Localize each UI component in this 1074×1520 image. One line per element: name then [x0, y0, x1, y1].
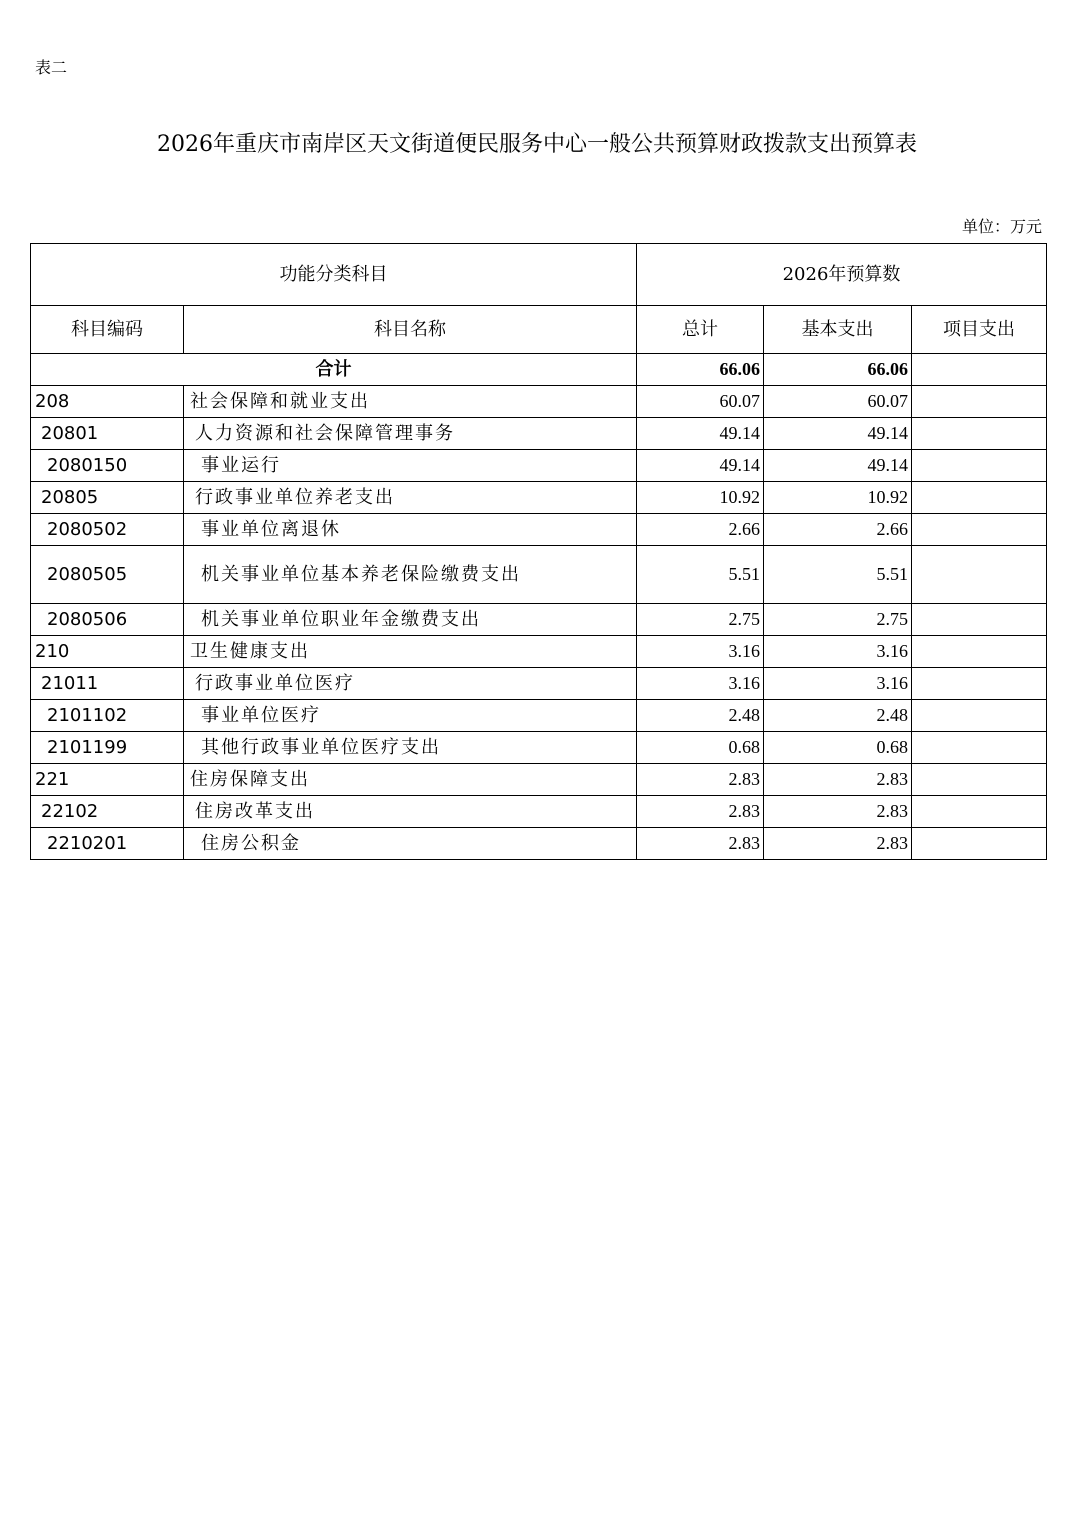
name-cell: 事业单位医疗 — [184, 700, 637, 732]
project-cell — [912, 418, 1047, 450]
total-cell: 3.16 — [637, 668, 764, 700]
project-cell — [912, 604, 1047, 636]
name-cell: 事业单位离退休 — [184, 514, 637, 546]
table-row — [31, 450, 1047, 482]
total-basic-cell: 66.06 — [764, 354, 912, 386]
table-row — [31, 604, 1047, 636]
basic-cell: 2.48 — [764, 700, 912, 732]
name-cell: 住房改革支出 — [184, 796, 637, 828]
table-row — [31, 796, 1047, 828]
total-cell: 5.51 — [637, 546, 764, 604]
page-title: 2026年重庆市南岸区天文街道便民服务中心一般公共预算财政拨款支出预算表 — [157, 132, 917, 157]
project-cell — [912, 546, 1047, 604]
code-cell: 20805 — [31, 482, 184, 514]
code-cell: 2080506 — [31, 604, 184, 636]
budget-group-header: 2026年预算数 — [637, 244, 1047, 306]
total-total-cell: 66.06 — [637, 354, 764, 386]
budget-table — [30, 243, 1047, 860]
total-cell: 2.83 — [637, 764, 764, 796]
project-cell — [912, 732, 1047, 764]
project-cell — [912, 482, 1047, 514]
name-cell: 住房保障支出 — [184, 764, 637, 796]
code-cell: 21011 — [31, 668, 184, 700]
table-row — [31, 386, 1047, 418]
code-cell: 2080502 — [31, 514, 184, 546]
classification-group-header: 功能分类科目 — [31, 244, 637, 306]
project-cell — [912, 700, 1047, 732]
code-cell: 208 — [31, 386, 184, 418]
code-cell: 2080505 — [31, 546, 184, 604]
unit-note: 单位：万元 — [961, 217, 1042, 236]
total-cell: 49.14 — [637, 418, 764, 450]
total-cell: 2.83 — [637, 828, 764, 860]
project-cell — [912, 450, 1047, 482]
total-project-cell — [912, 354, 1047, 386]
total-cell: 0.68 — [637, 732, 764, 764]
table-row — [31, 668, 1047, 700]
project-cell — [912, 796, 1047, 828]
code-cell: 210 — [31, 636, 184, 668]
project-cell — [912, 764, 1047, 796]
basic-cell: 2.66 — [764, 514, 912, 546]
table-row — [31, 828, 1047, 860]
basic-cell: 5.51 — [764, 546, 912, 604]
basic-cell: 0.68 — [764, 732, 912, 764]
name-cell: 机关事业单位基本养老保险缴费支出 — [184, 546, 637, 604]
code-cell: 2101199 — [31, 732, 184, 764]
basic-cell: 60.07 — [764, 386, 912, 418]
name-cell: 事业运行 — [184, 450, 637, 482]
table-row — [31, 418, 1047, 450]
total-cell: 60.07 — [637, 386, 764, 418]
name-cell: 卫生健康支出 — [184, 636, 637, 668]
total-cell: 2.75 — [637, 604, 764, 636]
table-row — [31, 514, 1047, 546]
table-row — [31, 636, 1047, 668]
total-row — [31, 354, 1047, 386]
basic-cell: 3.16 — [764, 668, 912, 700]
table-label: 表二 — [35, 58, 68, 77]
code-cell: 20801 — [31, 418, 184, 450]
table-row — [31, 546, 1047, 604]
table-row — [31, 482, 1047, 514]
basic-cell: 2.83 — [764, 764, 912, 796]
name-cell: 社会保障和就业支出 — [184, 386, 637, 418]
basic-cell: 2.83 — [764, 796, 912, 828]
column-header-row — [31, 306, 1047, 354]
code-column-header: 科目编码 — [31, 306, 184, 354]
table-row — [31, 732, 1047, 764]
project-cell — [912, 636, 1047, 668]
code-cell: 22102 — [31, 796, 184, 828]
basic-cell: 2.75 — [764, 604, 912, 636]
project-cell — [912, 514, 1047, 546]
project-cell — [912, 828, 1047, 860]
total-cell: 49.14 — [637, 450, 764, 482]
basic-cell: 49.14 — [764, 450, 912, 482]
total-cell: 2.83 — [637, 796, 764, 828]
basic-column-header: 基本支出 — [764, 306, 912, 354]
project-column-header: 项目支出 — [912, 306, 1047, 354]
code-cell: 2101102 — [31, 700, 184, 732]
code-cell: 2080150 — [31, 450, 184, 482]
basic-cell: 10.92 — [764, 482, 912, 514]
total-cell: 2.66 — [637, 514, 764, 546]
total-cell: 3.16 — [637, 636, 764, 668]
code-cell: 221 — [31, 764, 184, 796]
basic-cell: 2.83 — [764, 828, 912, 860]
table-row — [31, 700, 1047, 732]
project-cell — [912, 386, 1047, 418]
total-label: 合计 — [31, 354, 637, 386]
total-cell: 10.92 — [637, 482, 764, 514]
name-column-header: 科目名称 — [184, 306, 637, 354]
total-column-header: 总计 — [637, 306, 764, 354]
name-cell: 住房公积金 — [184, 828, 637, 860]
name-cell: 人力资源和社会保障管理事务 — [184, 418, 637, 450]
name-cell: 行政事业单位医疗 — [184, 668, 637, 700]
name-cell: 机关事业单位职业年金缴费支出 — [184, 604, 637, 636]
total-cell: 2.48 — [637, 700, 764, 732]
name-cell: 行政事业单位养老支出 — [184, 482, 637, 514]
basic-cell: 3.16 — [764, 636, 912, 668]
table-row — [31, 764, 1047, 796]
project-cell — [912, 668, 1047, 700]
group-header-row — [31, 244, 1047, 306]
basic-cell: 49.14 — [764, 418, 912, 450]
name-cell: 其他行政事业单位医疗支出 — [184, 732, 637, 764]
code-cell: 2210201 — [31, 828, 184, 860]
